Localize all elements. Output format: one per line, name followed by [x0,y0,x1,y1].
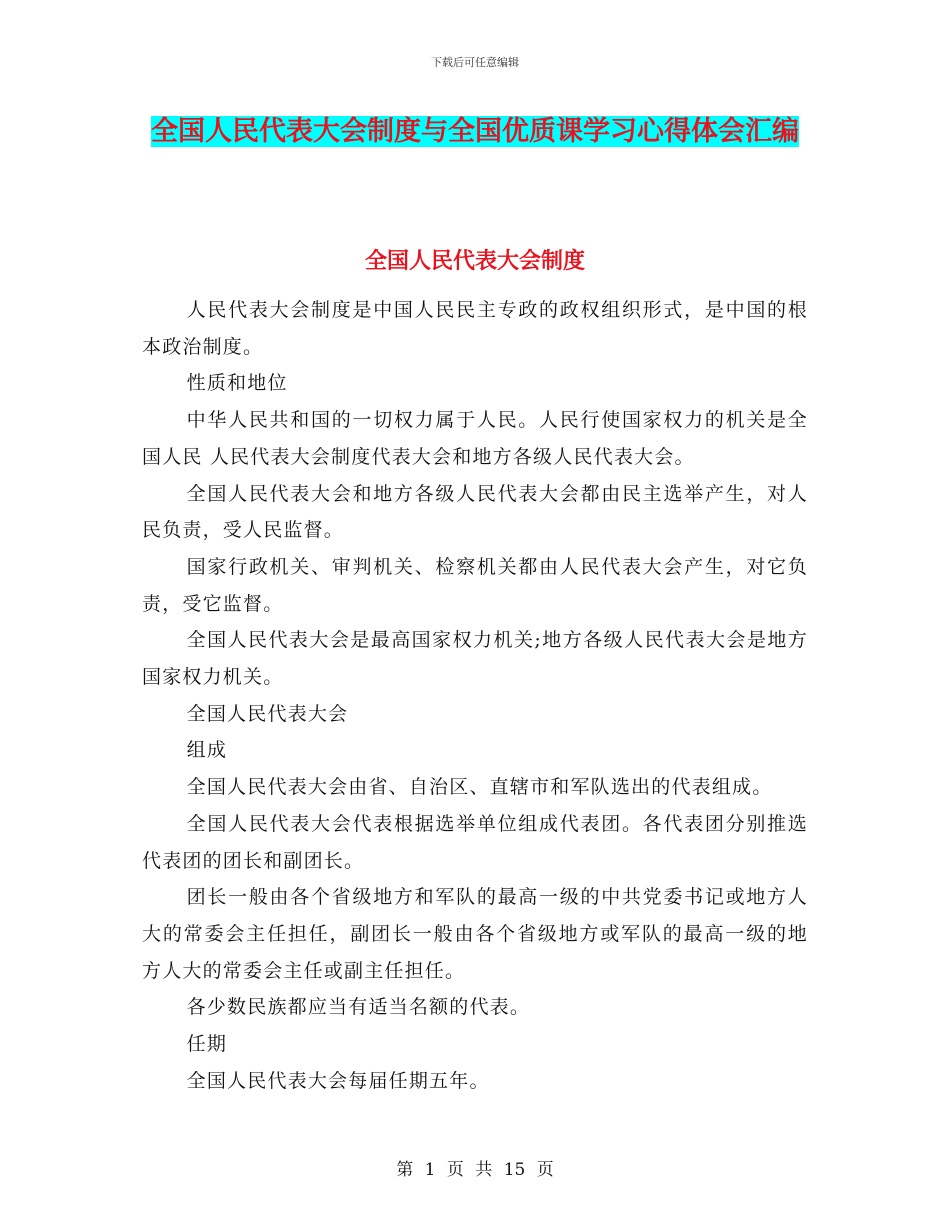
paragraph: 国家行政机关、审判机关、检察机关都由人民代表大会产生，对它负责，受它监督。 [142,555,808,615]
subheading: 任期 [186,1033,228,1056]
page-header-note: 下载后可任意编辑 [431,56,519,69]
document-body [142,292,808,1099]
paragraph: 全国人民代表大会由省、自治区、直辖市和军队选出的代表组成。 [186,776,773,799]
paragraph: 人民代表大会制度是中国人民民主专政的政权组织形式，是中国的根本政治制度。 [142,299,808,358]
document-title-text: 全国人民代表大会制度与全国优质课学习心得体会汇编 [151,116,799,147]
paragraph: 全国人民代表大会代表根据选举单位组成代表团。各代表团分别推选代表团的团长和副团长。 [142,812,808,872]
subheading: 组成 [186,739,228,762]
paragraph: 全国人民代表大会和地方各级人民代表大会都由民主选举产生，对人民负责，受人民监督。 [142,482,808,542]
paragraph: 全国人民代表大会每届任期五年。 [186,1069,490,1092]
paragraph: 团长一般由各个省级地方和军队的最高一级的中共党委书记或地方人大的常委会主任担任，副团长一般由各个省级地方或军队的最高一级的地方人大的常委会主任或副主任担任。 [142,886,808,982]
document-title [140,108,810,156]
section-title: 全国人民代表大会制度 [364,249,585,274]
page-number-footer: 第 1 页 共 15 页 [396,1160,554,1180]
paragraph: 全国人民代表大会是最高国家权力机关;地方各级人民代表大会是地方国家权力机关。 [142,629,808,689]
subheading: 全国人民代表大会 [186,702,349,725]
paragraph: 各少数民族都应当有适当名额的代表。 [186,996,531,1019]
paragraph: 中华人民共和国的一切权力属于人民。人民行使国家权力的机关是全国人民 人民代表大会制度代表大会和地方各级人民代表大会。 [142,409,808,468]
subheading: 性质和地位 [186,372,288,395]
